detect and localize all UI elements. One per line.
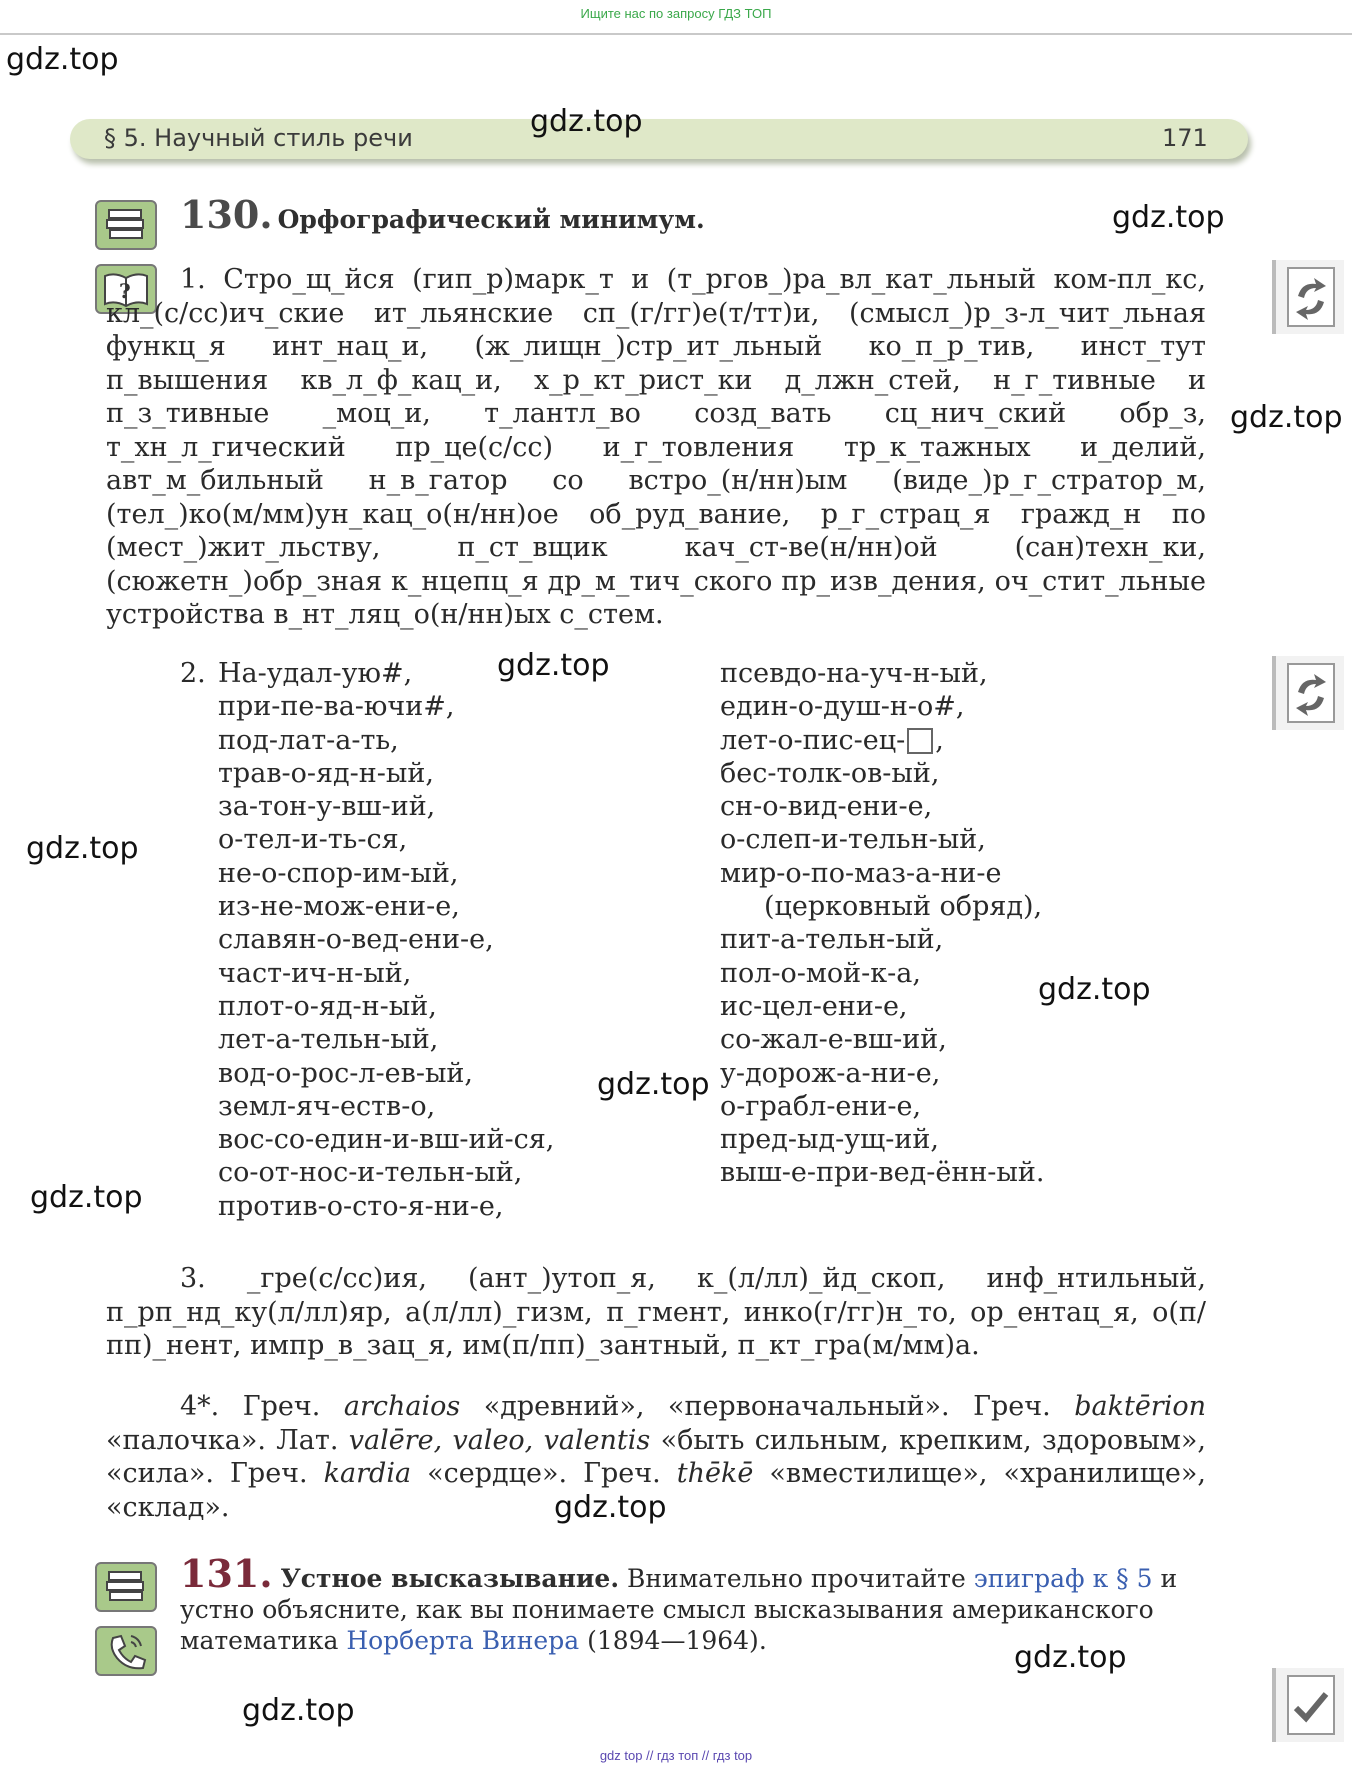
section-title: § 5. Научный стиль речи bbox=[104, 124, 413, 152]
exercise-text: и устно объясните, как вы понимаете смысл высказывания американского математика bbox=[180, 1564, 1178, 1655]
watermark: gdz.top bbox=[1112, 200, 1225, 235]
top-banner: Ищите нас по запросу ГДЗ ТОП bbox=[580, 6, 772, 21]
word-item: при-пе-ва-ючи#, bbox=[218, 691, 455, 723]
word-item: бес-толк-ов-ый, bbox=[720, 757, 940, 789]
word-item: славян-о-вед-ени-е, bbox=[218, 924, 494, 956]
word-item: не-о-спор-им-ый, bbox=[218, 857, 459, 889]
exercise-title: Орфографический минимум. bbox=[277, 205, 705, 234]
word-item: мир-о-по-маз-а-ни-е bbox=[720, 857, 1002, 889]
books-icon bbox=[95, 200, 157, 250]
books-icon bbox=[95, 1562, 157, 1612]
speaking-icon bbox=[95, 1626, 157, 1676]
watermark: gdz.top bbox=[554, 1490, 667, 1525]
word-column-right bbox=[720, 657, 1045, 1190]
watermark: gdz.top bbox=[530, 104, 643, 139]
paragraph-text: Стро_щ_йся (гип_р)марк_т и (т_ргов_)ра_вл_кат_льный ком-пл_кс, кл_(с/сс)ич_ские ит_льянские сп_(г/гг)е(т/тт)и, (смысл_)р_з-л_чит_льная функц_я инт_нац_и, (ж_лищн_)стр_ит_льный ко_п_р_тив, инст_тут п_вышения кв_л_ф_кац_и, х_р_кт_рист_ки д_лжн_стей, н_г_тивные и п_з_тивные _моц_и, т_лантл_во созд_вать сц_нич_ский обр_з, т_хн_л_гический пр_це(с/сс) и_г_товления тр_к_тажных и_делий, авт_м_бильный н_в_гатор со встро_(н/нн)ым (виде_)р_г_стратор_м, (тел_)ко(м/мм)ун_кац_о(н/нн)ое об_руд_вание, р_г_страц_я гражд_н по (мест_)жит_льству, п_ст_вщик кач_ст-ве(н/нн)ой (сан)техн_ки, (сюжетн_)обр_зная к_нцепц_я др_м_тич_ского пр_изв_дения, оч_стит_льные устройства в_нт_ляц_о(н/нн)ых с_стем. bbox=[106, 264, 1206, 630]
word-item: пред-ыд-ущ-ий, bbox=[720, 1124, 939, 1156]
exercise-text: (1894—1964). bbox=[587, 1626, 767, 1655]
word-item: един-о-душ-н-о#, bbox=[720, 691, 965, 723]
word-item: ис-цел-ени-е, bbox=[720, 990, 908, 1022]
blank-box bbox=[907, 728, 933, 754]
word-item: о-грабл-ени-е, bbox=[720, 1090, 922, 1122]
paragraph-3: 3. _гре(с/сс)ия, (ант_)утоп_я, к_(л/лл)_йд_скоп, инф_нтильный, п_рп_нд_ку(л/лл)яр, а(л/лл)_гизм, п_гмент, инко(г/гг)н_то, ор_ентац_я, о(п/пп)_нент, импр_в_зац_я, им(п/пп)_зантный, п_кт_гра(м/мм)а. bbox=[106, 1263, 1206, 1361]
paragraph-text: «древний», «первоначальный». Греч. bbox=[483, 1391, 1051, 1422]
word-item: лет-а-тельн-ый, bbox=[218, 1024, 439, 1056]
word-item: плот-о-яд-н-ый, bbox=[218, 990, 437, 1022]
foreign-word: kardia bbox=[323, 1458, 412, 1489]
word-item: со-жал-е-вш-ий, bbox=[720, 1024, 947, 1056]
word-item: со-от-нос-и-тельн-ый, bbox=[218, 1157, 523, 1189]
paragraph-text: «вместилище», «хранилище», «склад». bbox=[106, 1458, 1206, 1523]
word-item: трав-о-яд-н-ый, bbox=[218, 757, 434, 789]
foreign-word: thēkē bbox=[676, 1458, 754, 1489]
item-number: 1. bbox=[180, 264, 206, 295]
word-item: (церковный обряд), bbox=[764, 891, 1043, 923]
footer: gdz top // гдз топ // гдз top bbox=[599, 1748, 753, 1763]
word-item: за-тон-у-вш-ий, bbox=[218, 791, 436, 823]
paragraph-1 bbox=[106, 263, 1206, 632]
word-item: лет-о-пис-ец- , bbox=[720, 724, 944, 756]
paragraph-text: 4*. Греч. bbox=[180, 1391, 321, 1422]
word-item: част-ич-н-ый, bbox=[218, 957, 412, 989]
exercise-130-heading bbox=[180, 192, 705, 237]
exercise-title: Устное высказывание. bbox=[280, 1564, 620, 1593]
word-item: сн-о-вид-ени-е, bbox=[720, 791, 933, 823]
word-item: против-о-сто-я-ни-е, bbox=[218, 1190, 504, 1222]
item-number: 2. bbox=[180, 658, 206, 689]
watermark: gdz.top bbox=[6, 42, 119, 77]
word-item: выш-е-при-вед-ённ-ый. bbox=[720, 1157, 1045, 1189]
word-item: из-не-мож-ени-е, bbox=[218, 891, 460, 923]
exercise-131 bbox=[180, 1551, 1206, 1656]
paragraph-text: «быть сильным, крепким, здоровым», «сила». Греч. bbox=[106, 1424, 1206, 1489]
foreign-word: archaios bbox=[343, 1391, 461, 1422]
exercise-number: 131. bbox=[180, 1551, 273, 1596]
watermark: gdz.top bbox=[1014, 1640, 1127, 1675]
word-item: у-дорож-а-ни-е, bbox=[720, 1057, 941, 1089]
watermark: gdz.top bbox=[242, 1693, 355, 1728]
word-item: пит-а-тельн-ый, bbox=[720, 924, 944, 956]
checkmark-icon[interactable] bbox=[1272, 1668, 1344, 1742]
word-item: пол-о-мой-к-а, bbox=[720, 957, 921, 989]
word-item: вод-о-рос-л-ев-ый, bbox=[218, 1057, 474, 1089]
wiener-link[interactable]: Норберта Винера bbox=[346, 1626, 580, 1655]
epigraph-link[interactable]: эпиграф к § 5 bbox=[973, 1564, 1153, 1593]
watermark: gdz.top bbox=[497, 648, 610, 683]
page-number: 171 bbox=[1162, 124, 1208, 152]
svg-text:?: ? bbox=[119, 279, 131, 303]
word-item: псевдо-на-уч-н-ый, bbox=[720, 658, 988, 689]
paragraph-text: «сердце». Греч. bbox=[427, 1458, 661, 1489]
watermark: gdz.top bbox=[1230, 400, 1343, 435]
exercise-number: 130. bbox=[180, 192, 273, 237]
word-item: вос-со-един-и-вш-ий-ся, bbox=[218, 1124, 555, 1156]
word-item: земл-яч-еств-о, bbox=[218, 1090, 436, 1122]
word-item: под-лат-а-ть, bbox=[218, 724, 399, 756]
watermark: gdz.top bbox=[597, 1067, 710, 1102]
refresh-icon[interactable] bbox=[1272, 656, 1344, 730]
watermark: gdz.top bbox=[30, 1180, 143, 1215]
watermark: gdz.top bbox=[26, 831, 139, 866]
foreign-word: baktērion bbox=[1074, 1391, 1206, 1422]
paragraph-text: «палочка». Лат. bbox=[106, 1424, 339, 1456]
word-column-left bbox=[218, 657, 554, 1223]
watermark: gdz.top bbox=[1038, 972, 1151, 1007]
divider bbox=[0, 33, 1352, 35]
refresh-icon[interactable] bbox=[1272, 260, 1344, 334]
foreign-word: valēre, valeo, valentis bbox=[348, 1424, 651, 1456]
word-item: о-слеп-и-тельн-ый, bbox=[720, 824, 986, 856]
word-item: о-тел-и-ть-ся, bbox=[218, 824, 408, 856]
word-item: На-удал-ую#, bbox=[218, 658, 413, 689]
exercise-text: Внимательно прочитайте bbox=[627, 1564, 966, 1593]
